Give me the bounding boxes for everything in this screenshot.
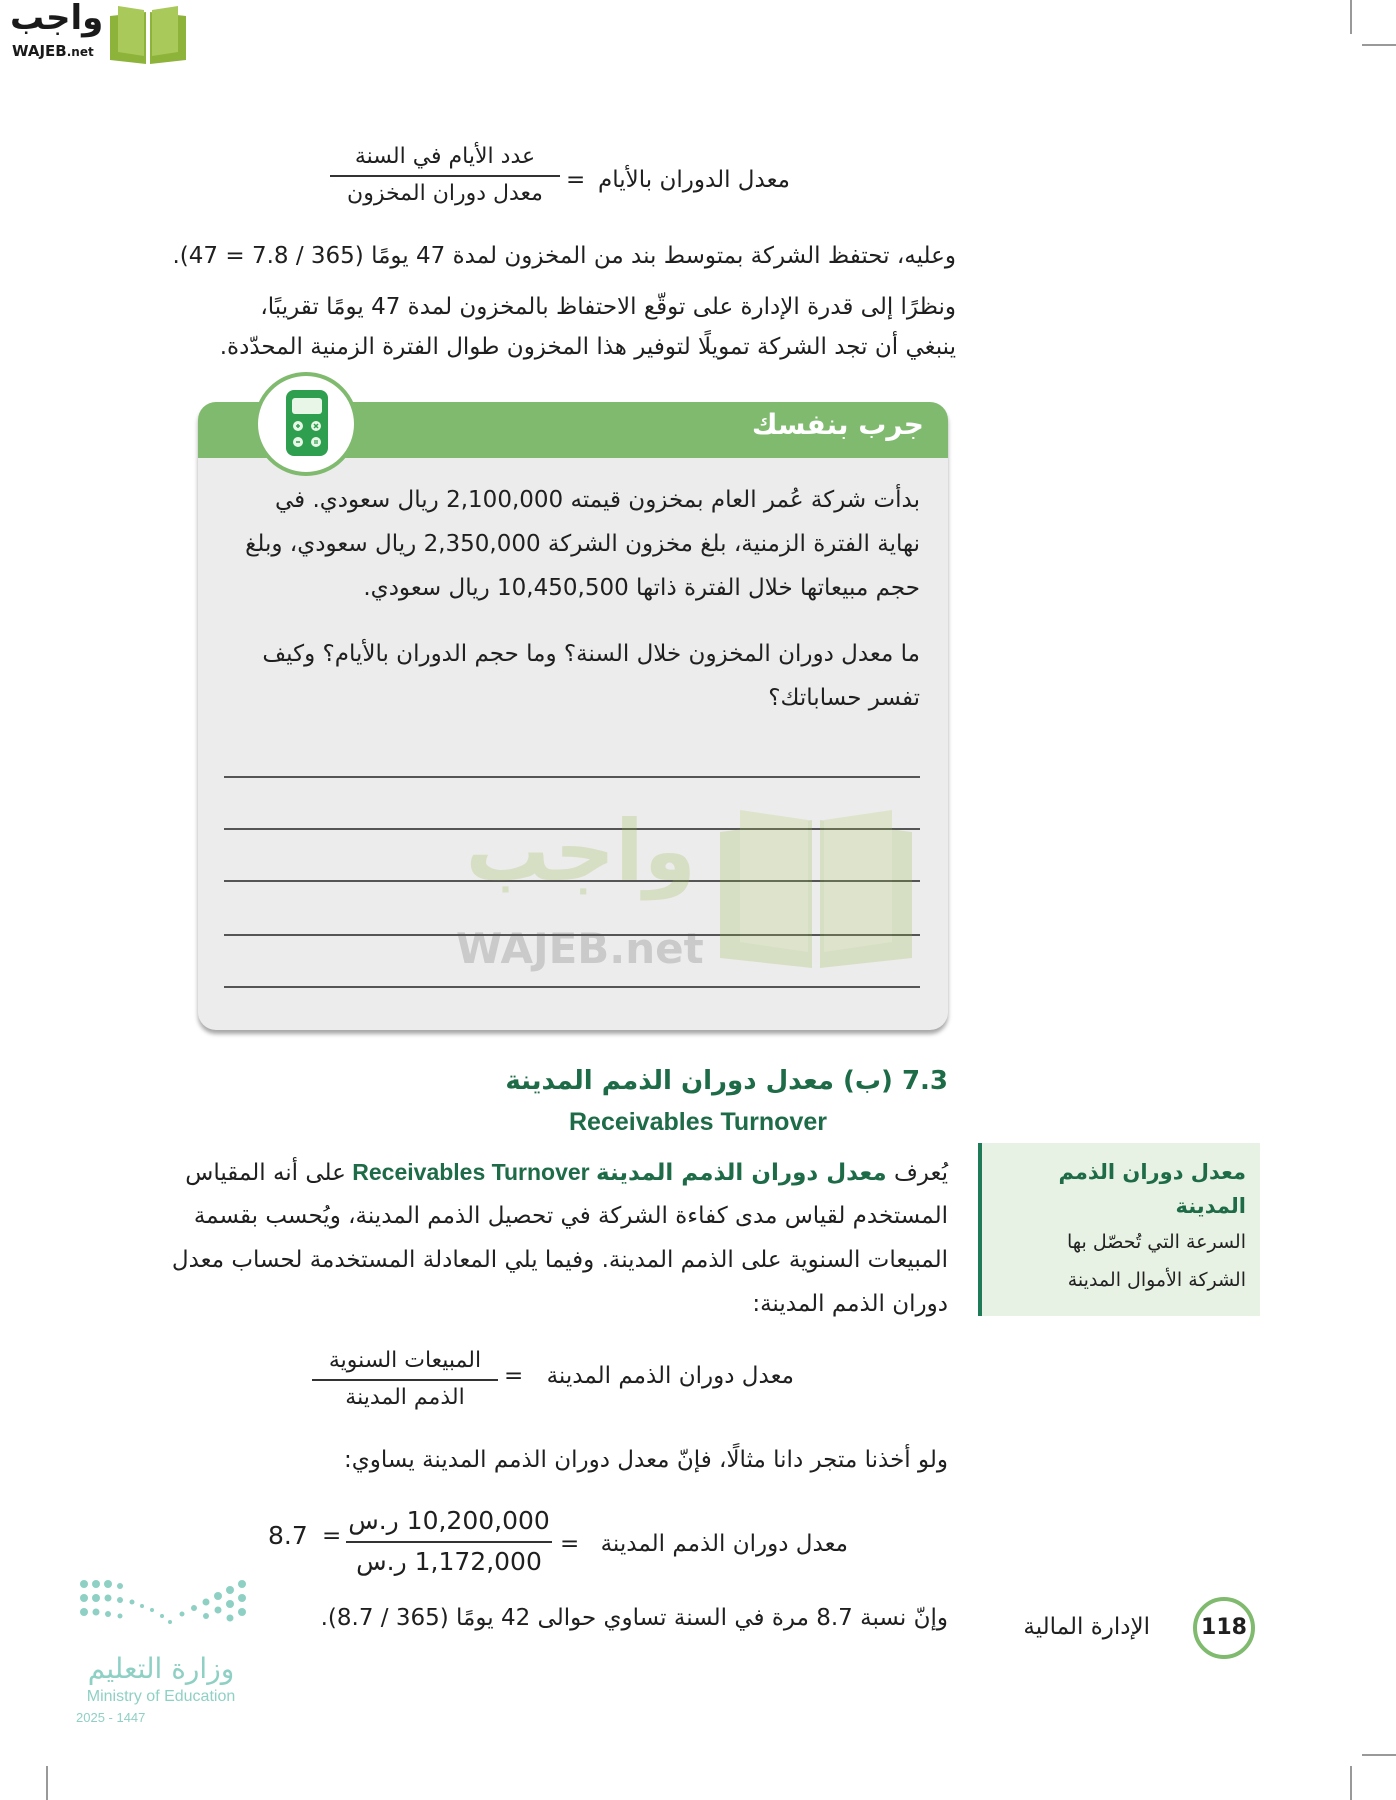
example-intro: ولو أخذنا متجر دانا مثالًا، فإنّ معدل دوران الذمم المدينة يساوي:: [344, 1447, 948, 1473]
try-yourself-box: [198, 402, 948, 1030]
try-question-line2: تفسر حساباتك؟: [768, 685, 920, 711]
body-line2: المستخدم لقياس مدى كفاءة الشركة في تحصيل الذمم المدينة، ويُحسب بقسمة: [193, 1203, 948, 1229]
formula-receivables-fraction: [312, 1348, 498, 1410]
answer-line[interactable]: [224, 776, 920, 778]
crop-mark: [1350, 0, 1352, 34]
calculator-icon: [254, 372, 358, 476]
crop-mark: [46, 1766, 48, 1800]
paragraph-financing-line1: ونظرًا إلى قدرة الإدارة على توقّع الاحتفاظ بالمخزون لمدة 47 يومًا تقريبًا،: [260, 294, 956, 320]
answer-line[interactable]: [224, 986, 920, 988]
fraction-denominator: 1,172,000 ر.س: [356, 1547, 542, 1576]
watermark-book-icon: [714, 802, 918, 972]
try-text-line3: حجم مبيعاتها خلال الفترة ذاتها 10,450,500 ريال سعودي.: [363, 575, 920, 601]
try-question-line1: ما معدل دوران المخزون خلال السنة؟ وما حجم الدوران بالأيام؟ وكيف: [262, 641, 920, 667]
watermark-arabic: واجب: [465, 802, 696, 900]
formula-days-lhs: معدل الدوران بالأيام: [598, 167, 790, 193]
sidebar-definition-line1: السرعة التي تُحصّل بها: [1066, 1231, 1246, 1253]
section-title: 7.3 (ب) معدل دوران الذمم المدينة: [505, 1066, 948, 1096]
fraction-numerator: عدد الأيام في السنة: [354, 144, 536, 169]
try-text-line1: بدأت شركة عُمر العام بمخزون قيمته 2,100,000 ريال سعودي. في: [274, 487, 920, 513]
sidebar-term: معدل دوران الذمم المدينة: [1058, 1160, 1246, 1218]
brand-name-english: WAJEB.net: [12, 42, 94, 60]
try-text-line2: نهاية الفترة الزمنية، بلغ مخزون الشركة 2,350,000 ريال سعودي، وبلغ: [245, 531, 920, 557]
fraction-denominator: الذمم المدينة: [345, 1385, 465, 1410]
book-title: الإدارة المالية: [1023, 1614, 1150, 1640]
book-icon: [106, 6, 190, 66]
formula-receivables-lhs: معدل دوران الذمم المدينة: [546, 1363, 794, 1389]
watermark-english: WAJEB.net: [456, 924, 704, 973]
try-yourself-title: جرب بنفسك: [751, 408, 924, 441]
watermark: [456, 802, 856, 973]
formula-days-fraction: [330, 144, 560, 206]
paragraph-inventory-days: وعليه، تحتفظ الشركة بمتوسط بند من المخزون لمدة 47 يومًا (365 / 7.8 = 47).: [172, 243, 956, 269]
ministry-name-arabic: وزارة التعليم: [87, 1652, 235, 1685]
formula-receivables-equals: =: [504, 1363, 524, 1389]
formula-example-fraction: [346, 1506, 552, 1576]
crop-mark: [1362, 1754, 1396, 1756]
formula-example-result: 8.7: [268, 1521, 308, 1550]
conclusion-text: وإنّ نسبة 8.7 مرة في السنة تساوي حوالى 42 يومًا (365 / 8.7).: [320, 1605, 948, 1631]
body-line1: يُعرف معدل دوران الذمم المدينة Receivables Turnover على أنه المقياس: [185, 1159, 948, 1186]
formula-example-lhs: معدل دوران الذمم المدينة: [600, 1531, 848, 1557]
fraction-denominator: معدل دوران المخزون: [347, 181, 543, 206]
crop-mark: [1350, 1766, 1352, 1800]
definition-sidebar: [978, 1143, 1260, 1316]
ministry-dots-icon: [78, 1576, 248, 1636]
formula-days-equals: =: [566, 167, 586, 193]
body-line3: المبيعات السنوية على الذمم المدينة. وفيما يلي المعادلة المستخدمة لحساب معدل: [171, 1247, 948, 1273]
formula-example-equals: =: [560, 1531, 580, 1557]
paragraph-financing-line2: ينبغي أن تجد الشركة تمويلًا لتوفير هذا المخزون طوال الفترة الزمنية المحدّدة.: [219, 334, 956, 360]
formula-example-equals-2: =: [322, 1523, 342, 1549]
page-number: 118: [1193, 1597, 1255, 1659]
fraction-numerator: 10,200,000 ر.س: [348, 1506, 550, 1535]
ministry-name-english: Ministry of Education: [86, 1688, 236, 1705]
sidebar-definition-line2: الشركة الأموال المدينة: [1067, 1269, 1246, 1291]
crop-mark: [1362, 44, 1396, 46]
ministry-year: 2025 - 1447: [76, 1710, 146, 1725]
fraction-numerator: المبيعات السنوية: [328, 1348, 482, 1373]
brand-name-arabic: واجب: [10, 0, 104, 38]
body-line4: دوران الذمم المدينة:: [752, 1291, 948, 1317]
section-title-english: Receivables Turnover: [569, 1108, 827, 1136]
ministry-logo: [76, 1576, 256, 1726]
brand-logo: [8, 0, 190, 66]
